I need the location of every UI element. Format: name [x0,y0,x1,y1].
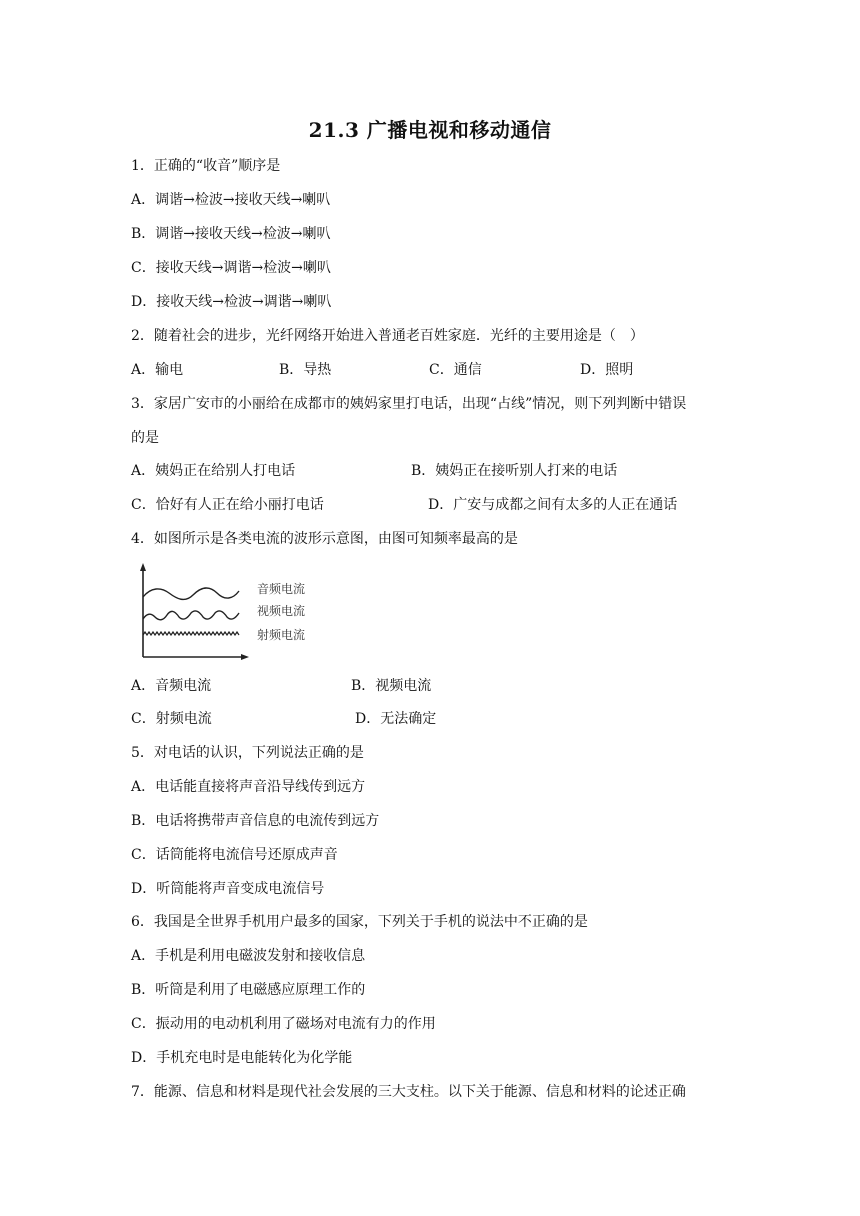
question-1-option-b: B．调谐→接收天线→检波→喇叭 [131,226,331,242]
question-4-option-c: C．射频电流 [131,711,212,727]
question-2-option-d: D．照明 [580,362,634,378]
question-6-option-b: B．听筒是利用了电磁感应原理工作的 [131,982,366,998]
question-3-option-a: A．姨妈正在给别人打电话 [131,463,296,479]
question-5-option-d: D．听筒能将声音变成电流信号 [131,881,325,897]
question-1-option-a: A．调谐→检波→接收天线→喇叭 [131,192,331,208]
question-1-option-d: D．接收天线→检波→调谐→喇叭 [131,294,332,310]
label-audio: 音频电流 [257,582,305,596]
question-2-option-a: A．输电 [131,362,184,378]
question-1-option-c: C．接收天线→调谐→检波→喇叭 [131,260,331,276]
question-2-stem: 2．随着社会的进步，光纤网络开始进入普通老百姓家庭．光纤的主要用途是（ ） [131,328,644,344]
question-2-option-c: C．通信 [429,362,482,378]
question-6-option-a: A．手机是利用电磁波发射和接收信息 [131,948,366,964]
label-video: 视频电流 [257,604,305,618]
y-axis-arrow [140,563,146,571]
question-3-option-b: B．姨妈正在接听别人打来的电话 [411,463,618,479]
question-3-option-c: C．恰好有人正在给小丽打电话 [131,497,324,513]
question-4-stem: 4．如图所示是各类电流的波形示意图，由图可知频率最高的是 [131,531,518,547]
question-4-option-a: A．音频电流 [131,678,212,694]
rf-wave [143,632,239,635]
question-3-stem-line-1: 3．家居广安市的小丽给在成都市的姨妈家里打电话，出现“占线”情况，则下列判断中错误 [131,396,687,412]
question-5-stem: 5．对电话的认识，下列说法正确的是 [131,745,364,761]
question-5-option-b: B．电话将携带声音信息的电流传到远方 [131,813,380,829]
question-2-option-b: B．导热 [279,362,332,378]
video-wave [143,611,239,620]
question-4-option-b: B．视频电流 [351,678,432,694]
x-axis-arrow [241,654,249,660]
question-6-option-c: C．振动用的电动机利用了磁场对电流有力的作用 [131,1016,436,1032]
question-5-option-c: C．话筒能将电流信号还原成声音 [131,847,338,863]
question-3-option-d: D．广安与成都之间有太多的人正在通话 [428,497,678,513]
question-1-stem: 1．正确的“收音”顺序是 [131,158,281,174]
question-5-option-a: A．电话能直接将声音沿导线传到远方 [131,779,366,795]
waveform-figure [133,563,305,667]
question-4-option-d: D．无法确定 [355,711,437,727]
label-rf: 射频电流 [257,628,305,642]
question-6-option-d: D．手机充电时是电能转化为化学能 [131,1050,353,1066]
question-7-stem: 7．能源、信息和材料是现代社会发展的三大支柱。以下关于能源、信息和材料的论述正确 [131,1084,686,1100]
page-title: 21.3 广播电视和移动通信 [308,118,552,142]
question-6-stem: 6．我国是全世界手机用户最多的国家，下列关于手机的说法中不正确的是 [131,914,588,930]
audio-wave [143,588,239,600]
question-3-stem-line-2: 的是 [131,430,159,446]
